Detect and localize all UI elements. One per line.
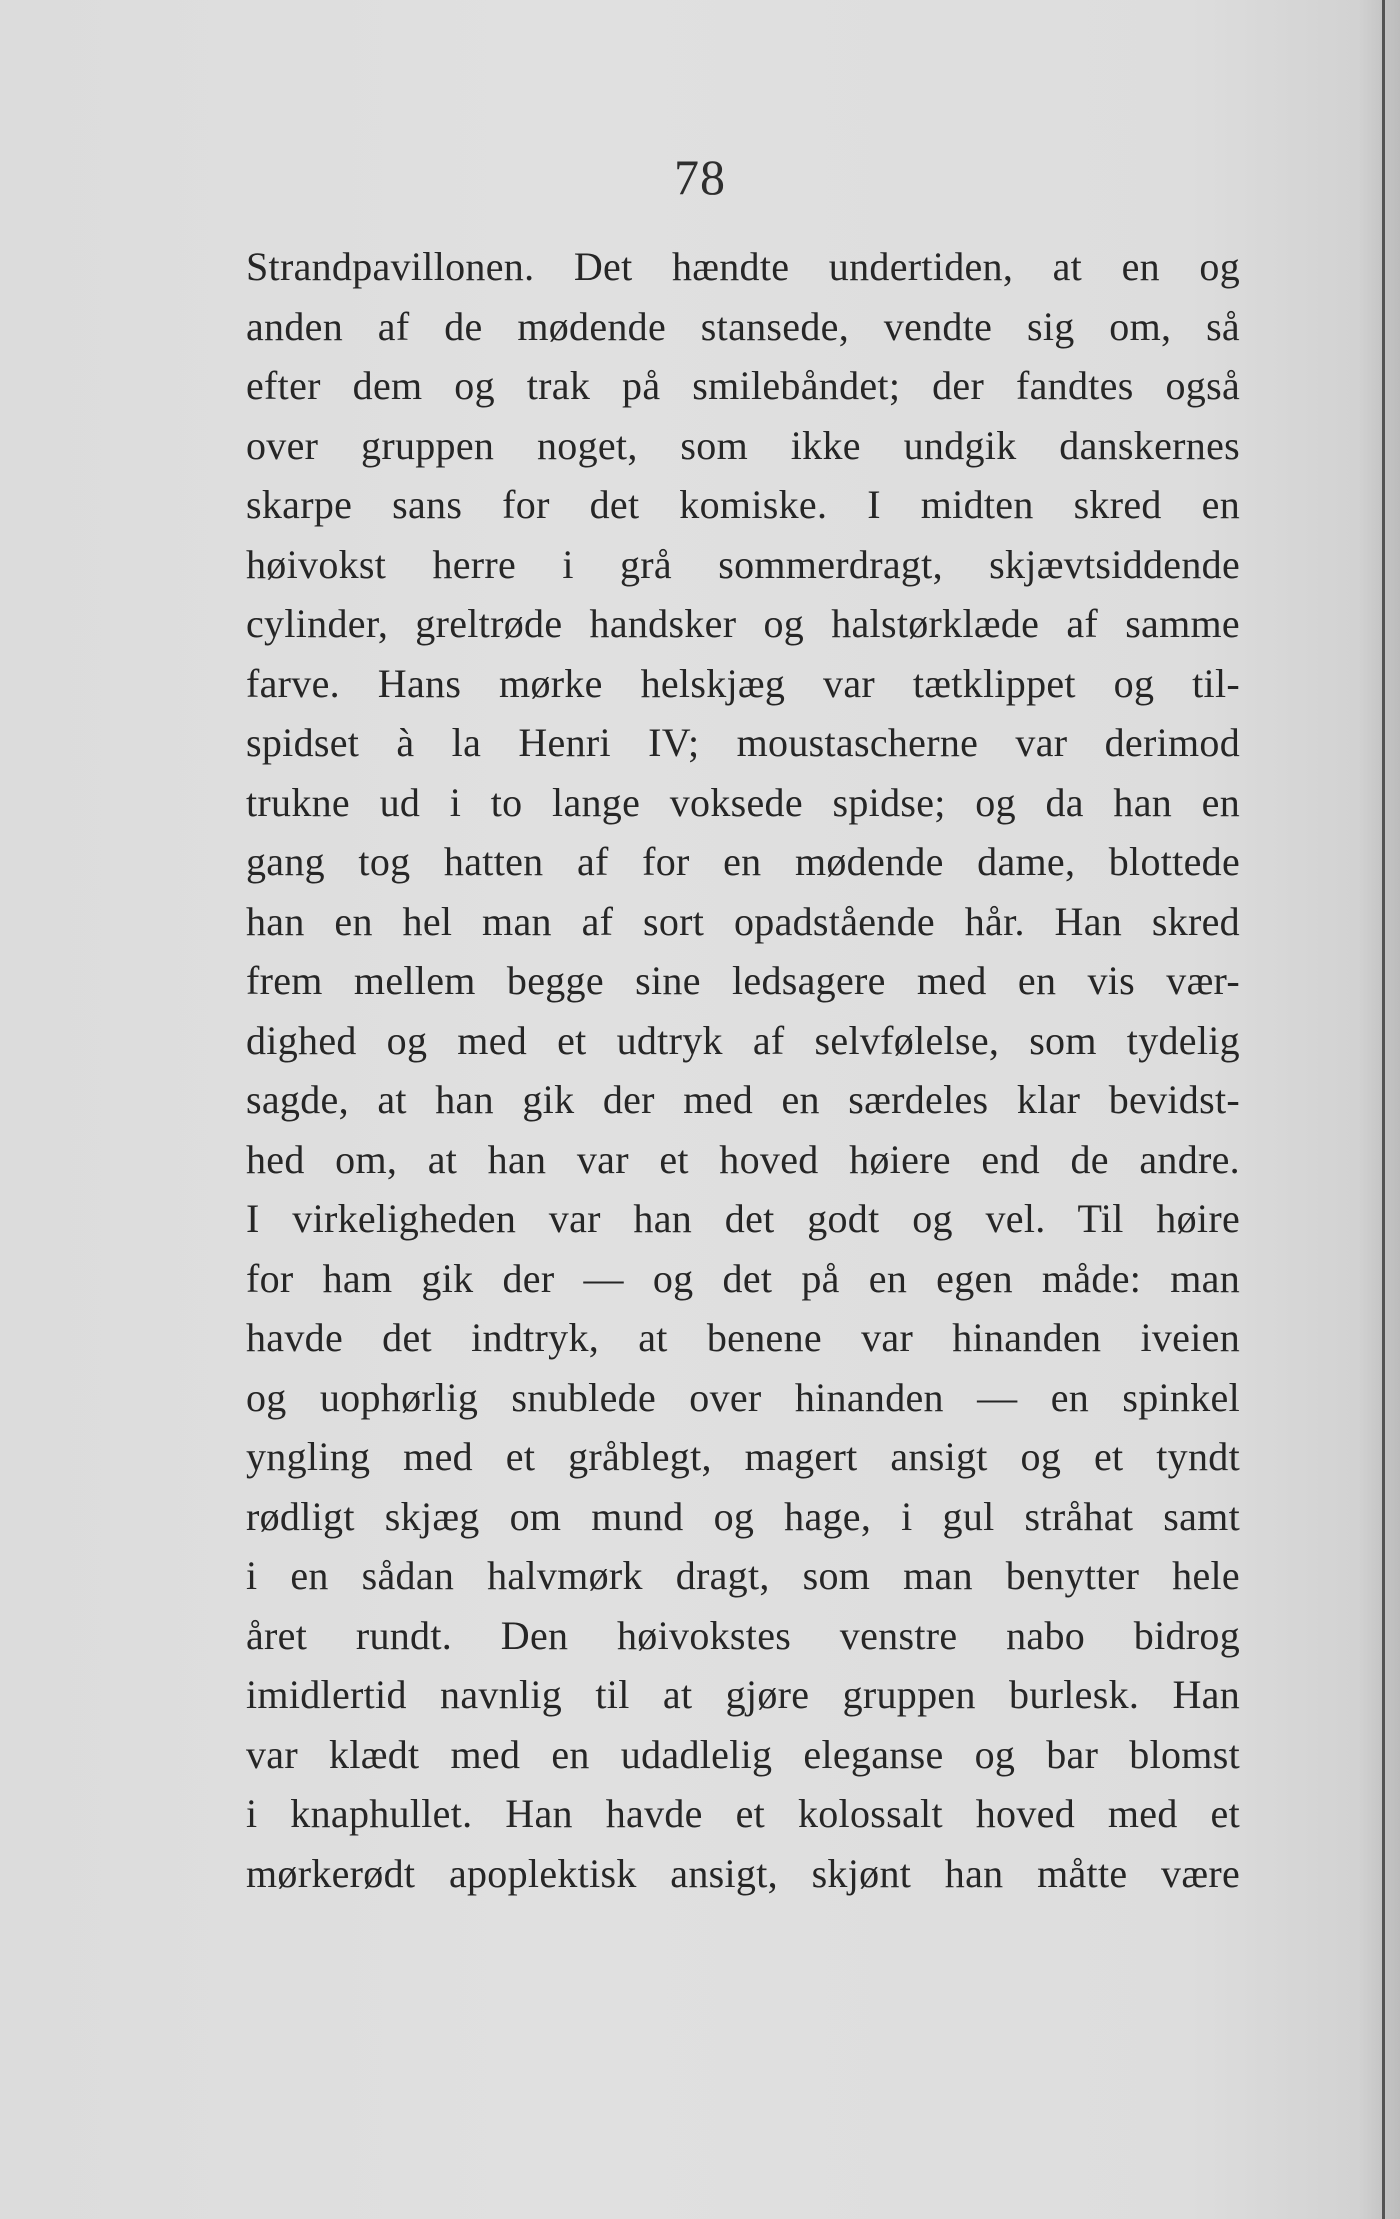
text-line: sagde, at han gik der med en særdeles klar bevidst- [246,1077,1240,1122]
text-line: frem mellem begge sine ledsagere med en vis vær- [246,958,1240,1003]
text-line: imidlertid navnlig til at gjøre gruppen burlesk. Han [246,1672,1240,1717]
text-line: høivokst herre i grå sommerdragt, skjævtsiddende [246,541,1240,587]
text-line: i knaphullet. Han havde et kolossalt hoved med et [246,1791,1240,1836]
text-line: havde det indtryk, at benene var hinanden iveien [246,1315,1240,1360]
text-line: skarpe sans for det komiske. I midten skred en [246,482,1240,527]
text-line: for ham gik der — og det på en egen måde: man [246,1255,1240,1301]
text-line: anden af de mødende stansede, vendte sig om, så [246,303,1240,349]
text-line: over gruppen noget, som ikke undgik danskernes [246,422,1240,468]
text-line: han en hel man af sort opadstående hår. Han skred [246,898,1240,944]
text-line: Strandpavillonen. Det hændte undertiden, at en og [246,244,1240,289]
text-line: gang tog hatten af for en mødende dame, blottede [246,839,1240,884]
body-text [246,237,1240,1903]
text-line: I virkeligheden var han det godt og vel. Til høire [246,1196,1240,1241]
text-line: dighed og med et udtryk af selvfølelse, som tydelig [246,1017,1240,1063]
text-line: mørkerødt apoplektisk ansigt, skjønt han måtte være [246,1850,1240,1896]
page-number: 78 [674,149,726,205]
text-line: rødligt skjæg om mund og hage, i gul stråhat samt [246,1493,1240,1539]
text-line: året rundt. Den høivokstes venstre nabo bidrog [246,1612,1240,1658]
text-line: efter dem og trak på smilebåndet; der fandtes også [246,363,1240,408]
text-line: yngling med et gråblegt, magert ansigt og et tyndt [246,1434,1240,1479]
text-line: trukne ud i to lange voksede spidse; og da han en [246,779,1240,825]
text-line: farve. Hans mørke helskjæg var tætklippet og til- [246,660,1240,706]
text-line: i en sådan halvmørk dragt, som man benytter hele [246,1553,1240,1598]
text-line: var klædt med en udadlelig eleganse og bar blomst [246,1731,1240,1777]
page-edge-shadow [1382,0,1385,2219]
text-line: og uophørlig snublede over hinanden — en spinkel [246,1374,1240,1420]
text-line: cylinder, greltrøde handsker og halstørklæde af samme [246,601,1240,646]
text-line: spidset à la Henri IV; moustascherne var derimod [246,720,1240,765]
text-line: hed om, at han var et hoved høiere end de andre. [246,1136,1240,1182]
